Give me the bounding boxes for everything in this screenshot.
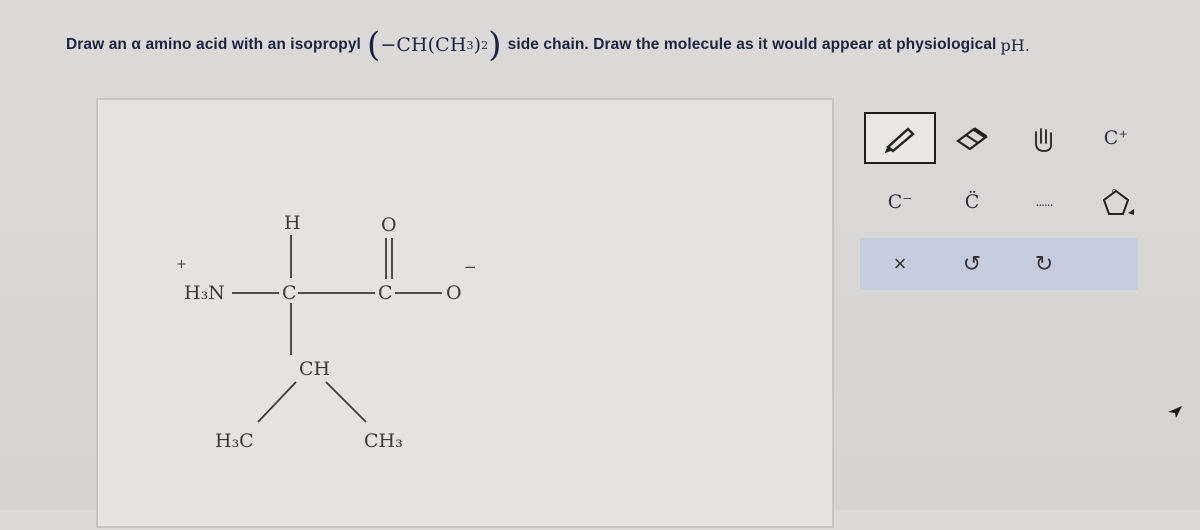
methyl-left: H₃C (215, 430, 254, 452)
carboxylate-oxygen: O (446, 282, 462, 304)
bond-ch-methyl-left (258, 382, 296, 422)
svg-text:o: o (1112, 187, 1117, 195)
bond-ch-methyl-right (326, 382, 366, 422)
action-bar (860, 238, 1138, 290)
clear-button[interactable] (864, 238, 936, 290)
eraser-icon (952, 123, 992, 153)
drawing-canvas[interactable] (96, 98, 834, 528)
question-prefix: Draw an α amino acid with an isopropyl (66, 36, 361, 53)
lone-pair-label: C̈ (964, 191, 980, 213)
molecule-drawing (98, 100, 836, 530)
carbonyl-carbon: C (378, 282, 393, 304)
alpha-hydrogen: H (284, 212, 301, 234)
carbonyl-oxygen: O (381, 214, 397, 236)
dotted-bond-tool-button[interactable] (1008, 176, 1080, 228)
ammonium-group: H₃N (184, 282, 225, 304)
ammonium-charge: + (176, 257, 187, 272)
pencil-tool-button[interactable] (864, 112, 936, 164)
alpha-carbon: C (282, 282, 297, 304)
redo-button[interactable] (1008, 238, 1080, 290)
question-suffix: side chain. Draw the molecule as it would appear at physiological (507, 36, 997, 53)
carbocation-tool-button[interactable] (1080, 112, 1152, 164)
question-prompt (66, 25, 1176, 65)
redo-icon: ↻ (1034, 251, 1054, 276)
undo-button[interactable] (936, 238, 1008, 290)
undo-icon: ↺ (962, 251, 982, 276)
hand-tool-button[interactable] (1008, 112, 1080, 164)
carbocation-icon: C⁺ (1103, 127, 1129, 149)
ring-tool-button[interactable] (1080, 176, 1152, 228)
hand-icon (1024, 123, 1064, 153)
pencil-icon (880, 123, 920, 153)
carboxylate-charge: − (464, 258, 477, 276)
mouse-cursor-icon (1166, 402, 1186, 422)
close-icon: × (893, 251, 907, 276)
ph-label: pH. (1000, 35, 1031, 55)
cyclopentane-icon (1096, 185, 1136, 219)
lone-pair-tool-button[interactable] (936, 176, 1008, 228)
side-chain-ch: CH (299, 358, 331, 380)
tool-palette (860, 110, 1150, 300)
side-chain-formula: ( −CH(CH 3 ) 2 ) (366, 25, 502, 65)
methyl-right: CH₃ (364, 430, 403, 452)
dotted-bond-label: ...... (1035, 195, 1053, 209)
carbanion-tool-button[interactable] (864, 176, 936, 228)
eraser-tool-button[interactable] (936, 112, 1008, 164)
carbanion-label: C⁻ (887, 191, 913, 213)
